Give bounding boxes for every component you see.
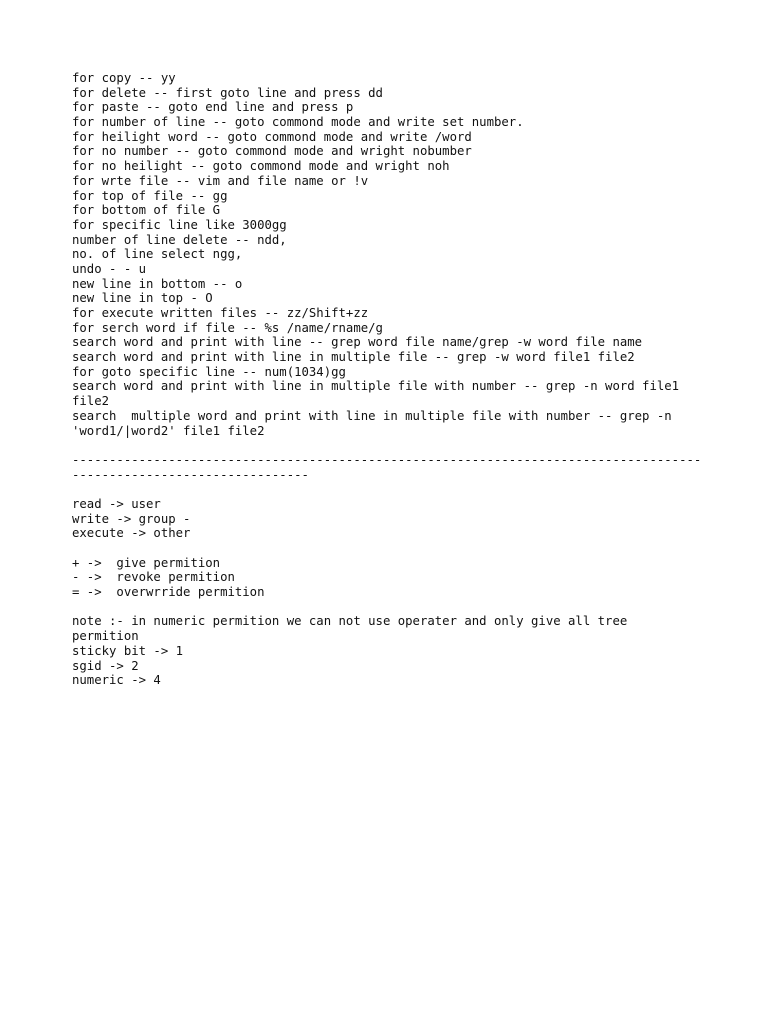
blank-line — [72, 541, 712, 556]
text-line: for delete -- first goto line and press dd — [72, 85, 383, 100]
text-line: for no number -- goto commond mode and wright nobumber — [72, 144, 472, 159]
text-line: search word and print with line -- grep word file name/grep -w word file name — [72, 335, 643, 350]
text-line: search multiple word and print with line in multiple file with number -- grep -n — [72, 408, 672, 423]
text-line: permition — [72, 629, 139, 644]
text-line: for copy -- yy — [72, 71, 176, 85]
text-line: note :- in numeric permition we can not use operater and only give all tree — [72, 614, 628, 629]
document-page — [72, 71, 712, 688]
text-line: for wrte file -- vim and file name or !v — [72, 173, 369, 188]
text-line: for goto specific line -- num(1034)gg — [72, 364, 346, 379]
blank-line — [72, 438, 712, 453]
text-line: for no heilight -- goto commond mode and wright noh — [72, 159, 450, 174]
separator-line: ------------------------------------------------------------------------------------- — [72, 452, 702, 467]
text-line: read -> user — [72, 496, 161, 511]
separator-rule — [72, 453, 712, 482]
text-line: execute -> other — [72, 526, 191, 541]
text-line: for specific line like 3000gg — [72, 217, 287, 232]
text-line: + -> give permition — [72, 555, 221, 570]
text-line: write -> group - — [72, 511, 191, 526]
text-line: sticky bit -> 1 — [72, 643, 184, 658]
text-line: undo - - u — [72, 261, 147, 276]
operators-section — [72, 556, 712, 600]
notes-section — [72, 614, 712, 687]
text-line: for paste -- goto end line and press p — [72, 100, 354, 115]
blank-line — [72, 600, 712, 615]
text-line: numeric -> 4 — [72, 673, 161, 688]
text-line: new line in top - O — [72, 291, 213, 306]
text-line: for heilight word -- goto commond mode and write /word — [72, 129, 472, 144]
text-line: for execute written files -- zz/Shift+zz — [72, 306, 369, 320]
text-line: file2 — [72, 394, 110, 409]
text-line: = -> overwrride permition — [72, 585, 265, 600]
text-line: 'word1/|word2' file1 file2 — [72, 423, 265, 438]
vim-commands-section — [72, 71, 712, 438]
text-line: for number of line -- goto commond mode and write set number. — [72, 115, 524, 130]
text-line: for top of file -- gg — [72, 188, 228, 203]
permissions-section — [72, 497, 712, 541]
text-line: for bottom of file G — [72, 203, 221, 218]
text-line: - -> revoke permition — [72, 570, 235, 585]
blank-line — [72, 482, 712, 497]
text-line: for serch word if file -- %s /name/rname/g — [72, 320, 383, 335]
text-line: search word and print with line in multiple file with number -- grep -n word file1 — [72, 379, 680, 394]
text-line: search word and print with line in multiple file -- grep -w word file1 file2 — [72, 350, 635, 365]
text-line: new line in bottom -- o — [72, 276, 243, 291]
text-line: number of line delete -- ndd, — [72, 232, 287, 247]
text-line: sgid -> 2 — [72, 658, 139, 673]
separator-line: -------------------------------- — [72, 467, 309, 482]
text-line: no. of line select ngg, — [72, 247, 243, 262]
